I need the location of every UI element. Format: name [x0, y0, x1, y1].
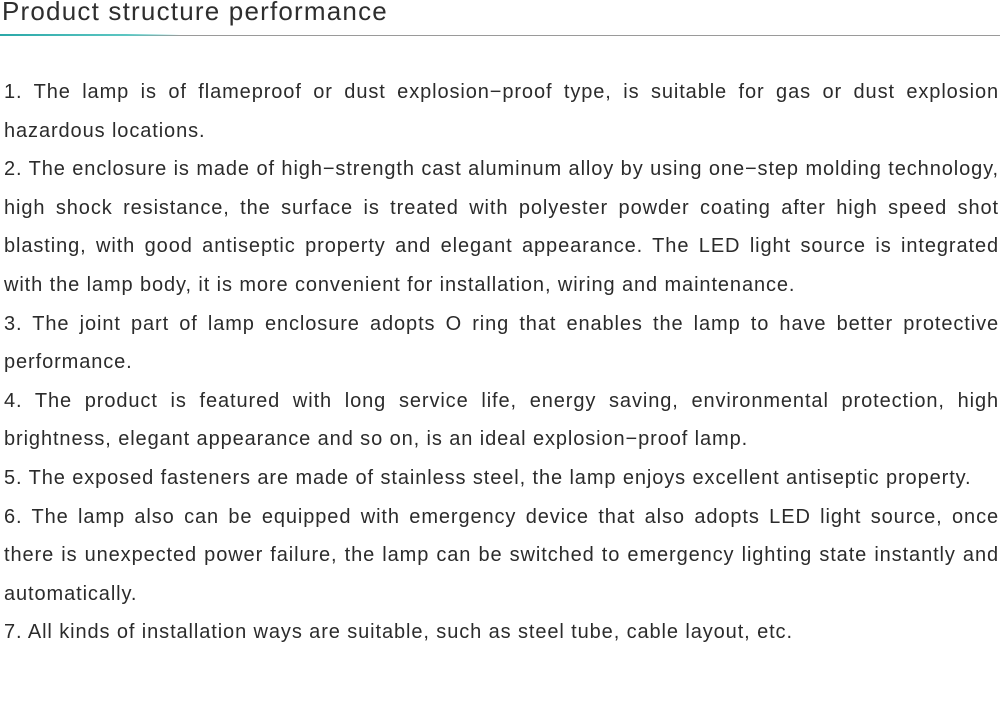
- page-title: Product structure performance: [2, 0, 388, 26]
- feature-item-6: 6. The lamp also can be equipped with emergency device that also adopts LED light source, once there is unexpected power failure, the lamp can be switched to emergency lighting state instantly and automatically.: [4, 505, 999, 605]
- feature-list: [4, 73, 999, 652]
- feature-item-7: 7. All kinds of installation ways are suitable, such as steel tube, cable layout, etc.: [4, 621, 793, 644]
- feature-item-3: 3. The joint part of lamp enclosure adopts O ring that enables the lamp to have better protective performance.: [4, 312, 999, 374]
- feature-item-1: 1. The lamp is of flameproof or dust explosion−proof type, is suitable for gas or dust explosion hazardous locations.: [4, 81, 999, 142]
- feature-item-4: 4. The product is featured with long service life, energy saving, environmental protection, high brightness, elegant appearance and so on, is an ideal explosion−proof lamp.: [4, 389, 999, 451]
- feature-item-2: 2. The enclosure is made of high−strength cast aluminum alloy by using one−step molding technology, high shock resistance, the surface is treated with polyester powder coating after high speed shot blasting, with good antiseptic property and elegant appearance. The LED light source is integrated with the lamp body, it is more convenient for installation, wiring and maintenance.: [4, 158, 999, 296]
- section-header: [0, 0, 1000, 40]
- header-accent-underline: [0, 34, 180, 36]
- feature-item-5: 5. The exposed fasteners are made of stainless steel, the lamp enjoys excellent antiseptic property.: [4, 466, 972, 489]
